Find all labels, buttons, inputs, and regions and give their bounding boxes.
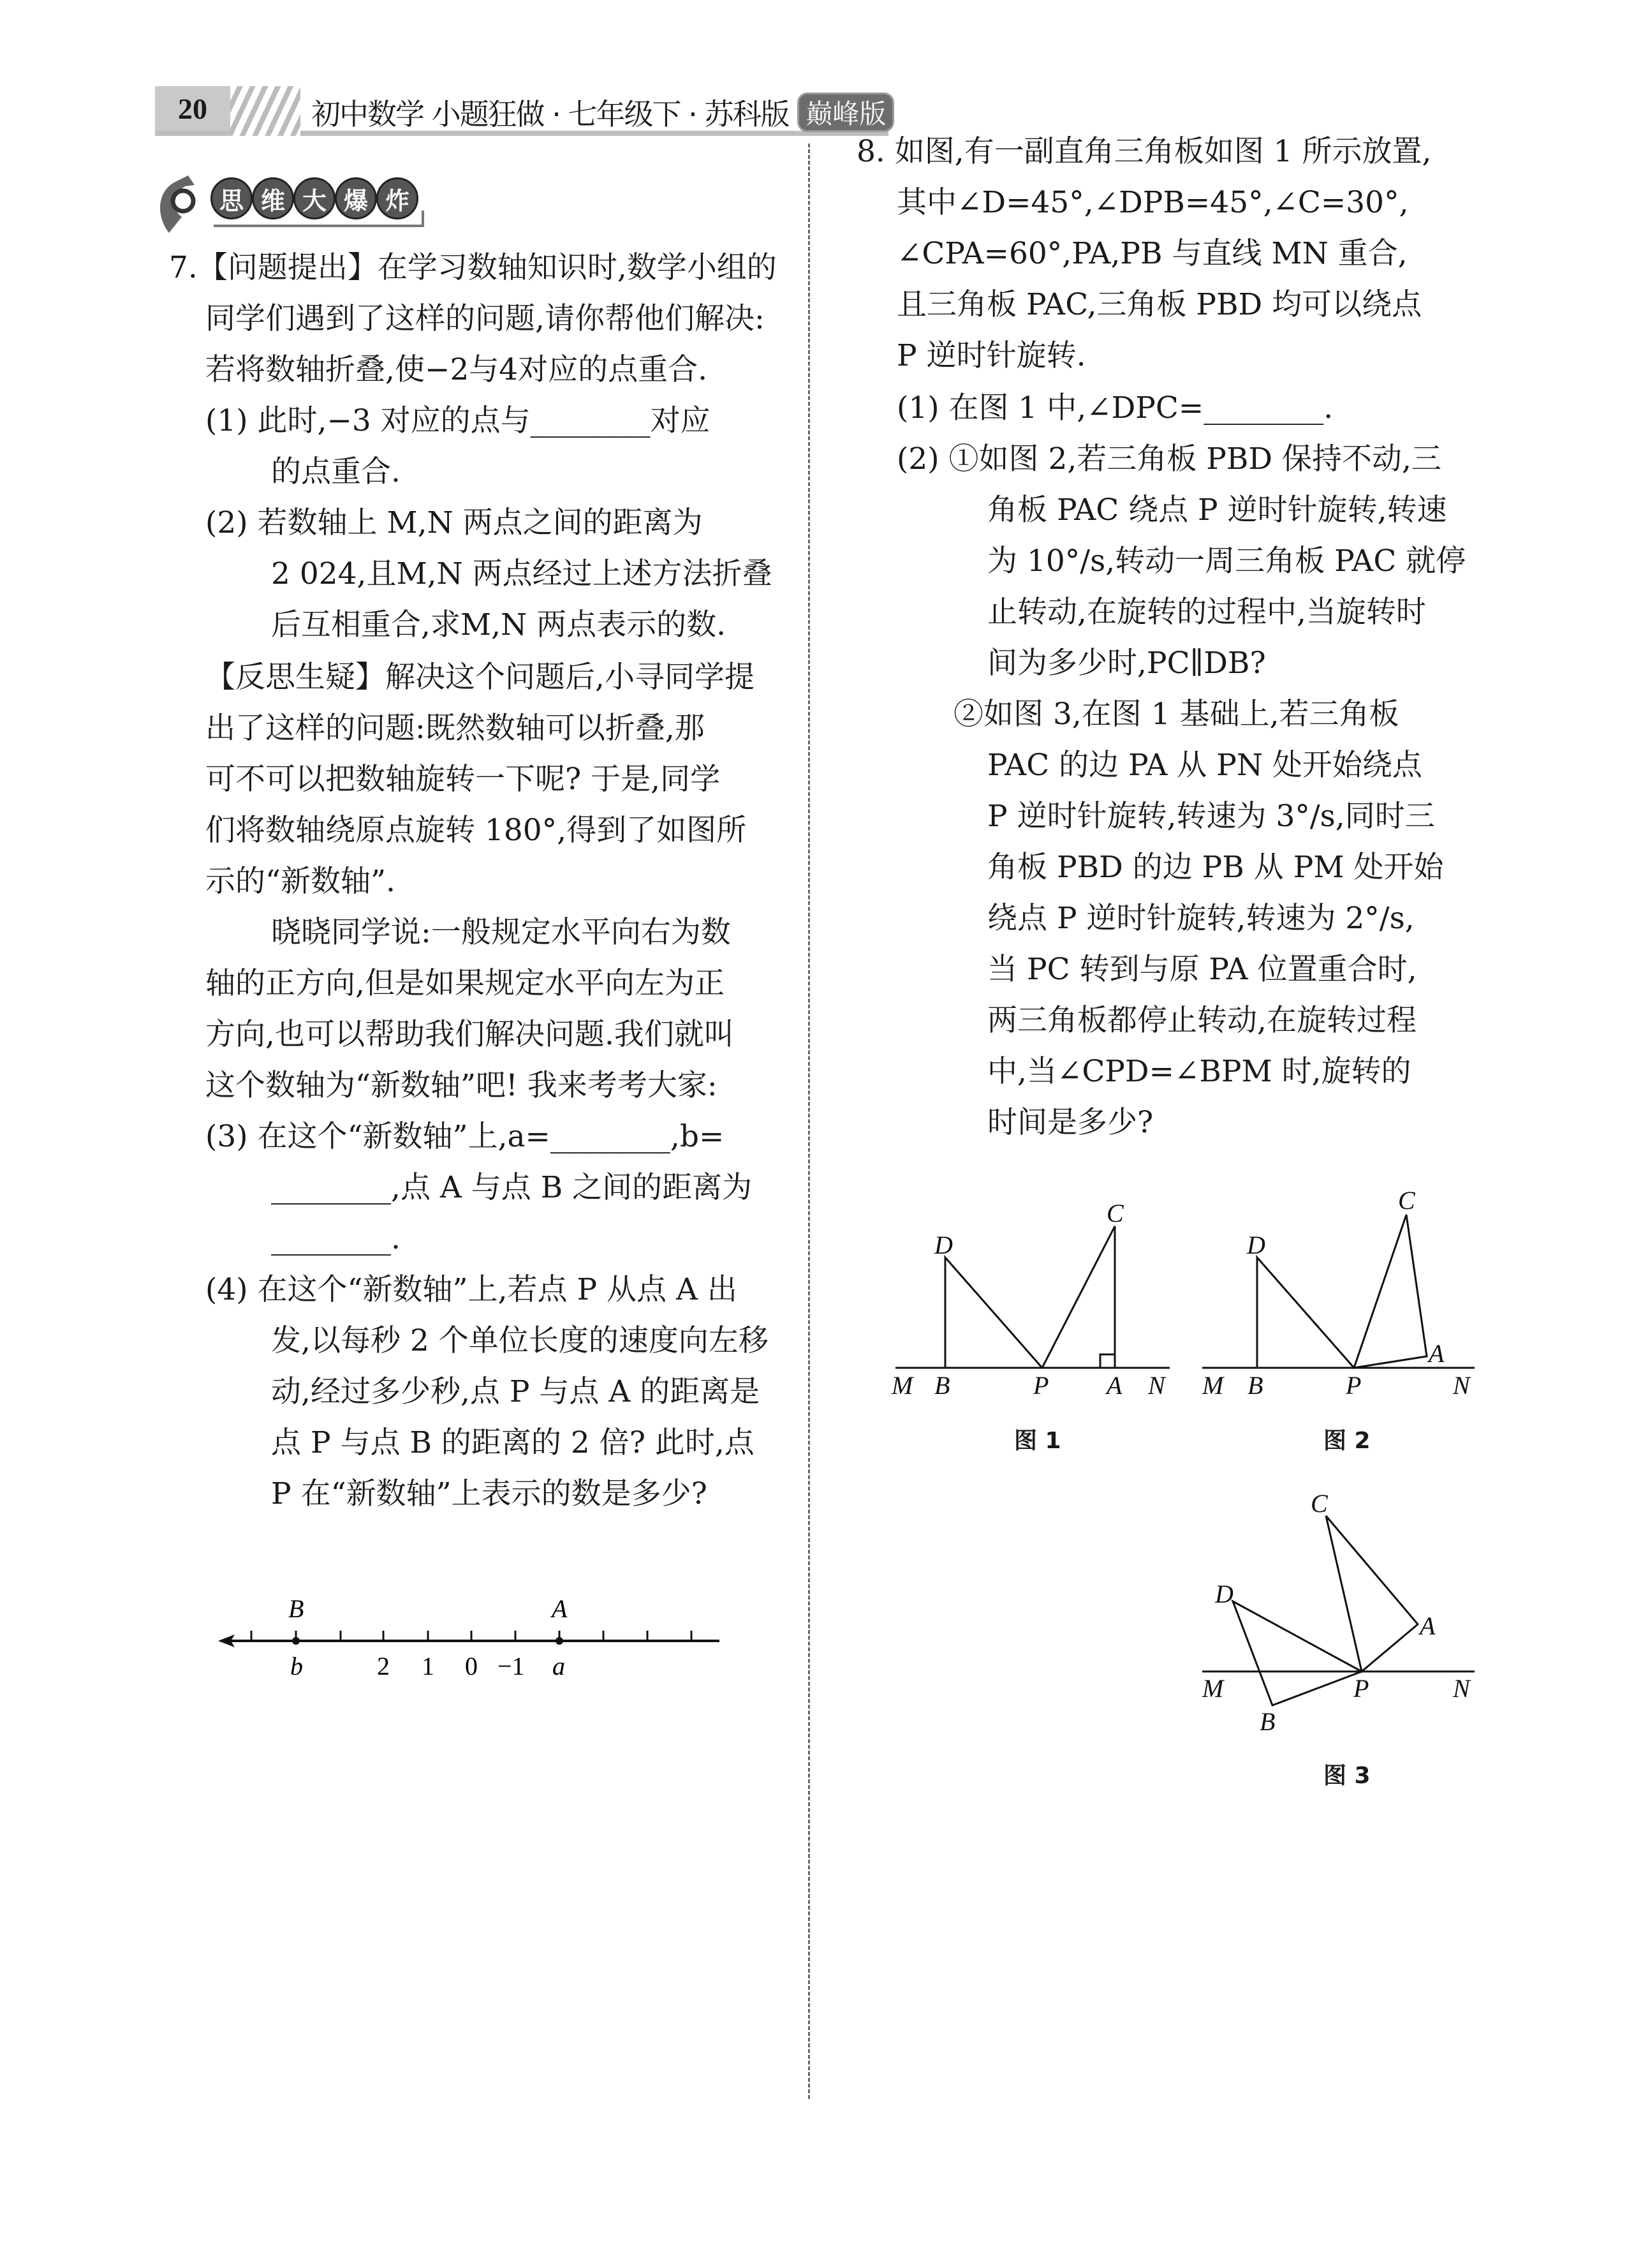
text-line: 的点重合. (271, 454, 401, 489)
head-arrow-icon (156, 172, 207, 236)
text-line: 可不可以把数轴旋转一下呢? 于是,同学 (205, 762, 721, 797)
column-divider (808, 144, 810, 2099)
fig1-label-a: A (1107, 1371, 1123, 1400)
point-b (292, 1637, 300, 1645)
triangle-pbd (1233, 1601, 1362, 1705)
triangle-pbd (945, 1257, 1042, 1368)
logo-char: 大 (293, 177, 335, 219)
page-number: 20 (155, 86, 230, 131)
triangle-pac (1326, 1516, 1418, 1671)
text-line: 方向,也可以帮助我们解决问题.我们就叫 (205, 1017, 734, 1052)
fig3-label-b: B (1260, 1707, 1276, 1736)
label-b: b (290, 1652, 303, 1680)
text-line: 同学们遇到了这样的问题,请你帮他们解决: (205, 301, 765, 336)
label-upper-a: A (552, 1594, 568, 1623)
text-line: ________,点 A 与点 B 之间的距离为 (271, 1170, 753, 1205)
edition-badge: 巅峰版 (797, 93, 894, 132)
text-line: P 逆时针旋转. (897, 338, 1086, 373)
fig2-label-d: D (1247, 1231, 1265, 1259)
text-line: 7.【问题提出】在学习数轴知识时,数学小组的 (169, 250, 777, 285)
text-line: 其中∠D=45°,∠DPB=45°,∠C=30°, (897, 185, 1409, 220)
text-line: ________. (271, 1221, 401, 1256)
figures (880, 1187, 1492, 1761)
header-stripes (230, 86, 300, 136)
logo-underline-end (422, 211, 424, 227)
fig3-label-m: M (1202, 1674, 1224, 1703)
text-line: 间为多少时,PC∥DB? (987, 646, 1266, 681)
label-neg1: −1 (497, 1652, 525, 1680)
text-line: (1) 此时,−3 对应的点与________对应 (205, 403, 710, 438)
fig2-label-a: A (1429, 1339, 1445, 1368)
text-line: 且三角板 PAC,三角板 PBD 均可以绕点 (897, 287, 1422, 322)
text-line: 止转动,在旋转的过程中,当旋转时 (987, 595, 1426, 630)
fig1-label-b: B (934, 1371, 950, 1400)
number-line (210, 1589, 733, 1684)
fig2-label-b: B (1248, 1371, 1263, 1400)
text-line: 后互相重合,求M,N 两点表示的数. (271, 607, 726, 642)
text-line: 晓晓同学说:一般规定水平向右为数 (271, 915, 731, 950)
text-line: 角板 PBD 的边 PB 从 PM 处开始 (987, 850, 1444, 885)
text-line: 为 10°/s,转动一周三角板 PAC 就停 (987, 544, 1466, 579)
fig2-label-n: N (1453, 1371, 1470, 1400)
figure-1-caption: 图 1 (1014, 1428, 1061, 1454)
fig2-label-p: P (1346, 1371, 1362, 1400)
text-line: (2) 若数轴上 M,N 两点之间的距离为 (205, 505, 703, 540)
text-line: (2) ①如图 2,若三角板 PBD 保持不动,三 (897, 441, 1441, 477)
text-line: 若将数轴折叠,使−2与4对应的点重合. (205, 352, 708, 387)
figure-3 (1202, 1516, 1475, 1705)
text-line: 动,经过多少秒,点 P 与点 A 的距离是 (271, 1374, 760, 1409)
label-1: 1 (422, 1652, 434, 1680)
label-upper-b: B (288, 1594, 304, 1623)
text-line: (1) 在图 1 中,∠DPC=________. (897, 390, 1334, 426)
text-line: (3) 在这个“新数轴”上,a=________,b= (205, 1119, 725, 1154)
fig2-label-m: M (1202, 1371, 1224, 1400)
logo-char: 炸 (376, 177, 418, 219)
logo-char: 爆 (335, 177, 377, 219)
text-line: 角板 PAC 绕点 P 逆时针旋转,转速 (987, 493, 1447, 528)
text-line: 8. 如图,有一副直角三角板如图 1 所示放置, (857, 134, 1432, 169)
logo-char: 维 (252, 177, 294, 219)
fig1-label-m: M (892, 1371, 913, 1400)
fig3-label-p: P (1353, 1674, 1369, 1703)
figure-2-caption: 图 2 (1323, 1428, 1371, 1454)
label-a: a (552, 1652, 565, 1680)
triangle-pac (1354, 1215, 1427, 1368)
logo-underline (214, 225, 424, 227)
label-2: 2 (377, 1652, 390, 1680)
point-a (556, 1637, 563, 1645)
fig1-label-p: P (1033, 1371, 1049, 1400)
text-line: P 逆时针旋转,转速为 3°/s,同时三 (987, 799, 1435, 834)
text-line: PAC 的边 PA 从 PN 处开始绕点 (987, 748, 1422, 783)
text-line: 示的“新数轴”. (205, 864, 395, 899)
fig1-label-d: D (934, 1231, 953, 1259)
header-title-row (311, 91, 894, 133)
text-line: ∠CPA=60°,PA,PB 与直线 MN 重合, (897, 236, 1408, 271)
fig3-label-c: C (1311, 1489, 1328, 1518)
fig3-label-a: A (1420, 1612, 1436, 1640)
text-line: ②如图 3,在图 1 基础上,若三角板 (953, 697, 1399, 732)
text-line: 轴的正方向,但是如果规定水平向左为正 (205, 966, 725, 1001)
triangle-pbd (1257, 1257, 1354, 1368)
logo-char: 思 (210, 177, 253, 219)
text-line: 绕点 P 逆时针旋转,转速为 2°/s, (987, 901, 1415, 936)
section-logo (156, 172, 437, 242)
figure-3-caption: 图 3 (1323, 1763, 1371, 1789)
right-angle-mark (1100, 1354, 1115, 1368)
text-line: 2 024,且M,N 两点经过上述方法折叠 (271, 556, 772, 591)
text-line: 点 P 与点 B 的距离的 2 倍? 此时,点 (271, 1425, 755, 1460)
text-line: (4) 在这个“新数轴”上,若点 P 从点 A 出 (205, 1272, 737, 1307)
text-line: 时间是多少? (987, 1105, 1154, 1140)
triangle-pac (1042, 1226, 1115, 1368)
text-line: 发,以每秒 2 个单位长度的速度向左移 (271, 1323, 769, 1358)
text-line: 中,当∠CPD=∠BPM 时,旋转的 (987, 1054, 1411, 1089)
text-line: P 在“新数轴”上表示的数是多少? (271, 1476, 707, 1511)
text-line: 当 PC 转到与原 PA 位置重合时, (987, 952, 1417, 987)
text-line: 【反思生疑】解决这个问题后,小寻同学提 (205, 660, 755, 695)
fig3-label-n: N (1453, 1674, 1470, 1703)
text-line: 这个数轴为“新数轴”吧! 我来考考大家: (205, 1068, 718, 1103)
text-line: 出了这样的问题:既然数轴可以折叠,那 (205, 711, 705, 746)
fig3-label-d: D (1215, 1580, 1233, 1608)
book-title: 初中数学 小题狂做 · 七年级下 · 苏科版 (311, 97, 789, 131)
text-line: 两三角板都停止转动,在旋转过程 (987, 1003, 1417, 1038)
fig1-label-n: N (1148, 1371, 1165, 1400)
fig1-label-c: C (1107, 1199, 1124, 1227)
text-line: 们将数轴绕原点旋转 180°,得到了如图所 (205, 813, 747, 848)
label-0: 0 (465, 1652, 478, 1680)
fig2-label-c: C (1398, 1187, 1415, 1215)
